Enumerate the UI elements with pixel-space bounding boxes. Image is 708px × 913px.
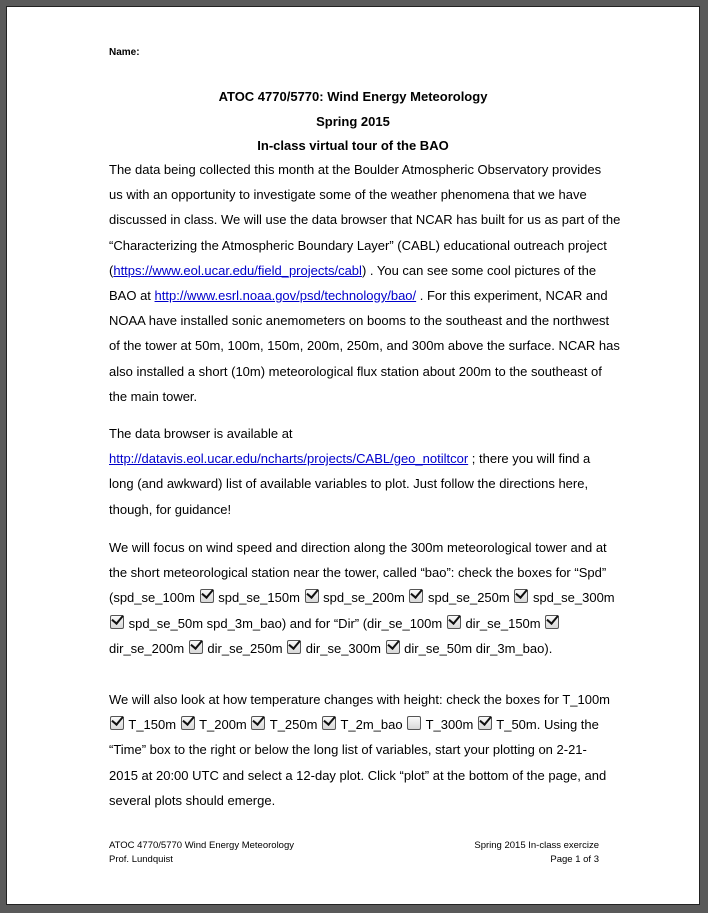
text-fragment: dir_se_200m (109, 640, 188, 656)
text-fragment: (spd_se_100m (109, 590, 199, 606)
checkbox-checked-icon (514, 589, 528, 603)
checkbox-checked-icon (189, 640, 203, 654)
text-fragment: ; there you will find a (468, 451, 591, 467)
text-fragment: T_250m (266, 717, 322, 733)
footer-term: Spring 2015 In-class exercize (474, 840, 599, 851)
text-fragment: dir_se_50m dir_3m_bao). (400, 640, 553, 656)
document-page (6, 6, 700, 905)
checkbox-checked-icon (181, 716, 195, 730)
text-line: the short meteorological station near the tower, called “bao”: check the boxes for “Spd” (109, 565, 607, 581)
text-line: of the tower at 50m, 100m, 150m, 200m, 250m, and 300m above the surface. NCAR has (109, 338, 620, 354)
bao-pictures-link[interactable]: http://www.esrl.noaa.gov/psd/technology/bao/ (154, 287, 417, 303)
checkbox-checked-icon (409, 589, 423, 603)
activity-title: In-class virtual tour of the BAO (257, 138, 449, 153)
checkbox-checked-icon (110, 615, 124, 629)
text-line: We will also look at how temperature changes with height: check the boxes for T_100m (109, 692, 611, 707)
intro-paragraph (109, 157, 621, 409)
checkbox-checked-icon (200, 589, 214, 603)
text-line: “Time” box to the right or below the long list of variables, start your plotting on 2-21- (109, 742, 587, 758)
text-fragment: T_50m. Using the (492, 717, 599, 733)
text-line (109, 611, 604, 636)
text-fragment: T_200m (195, 717, 251, 733)
checkbox-checked-icon (478, 716, 492, 730)
text-fragment: T_150m (125, 717, 180, 733)
text-fragment: spd_se_150m (214, 590, 304, 606)
browser-paragraph (109, 421, 604, 522)
text-fragment: spd_se_50m spd_3m_bao) and for “Dir” (dir_se_100m (125, 615, 446, 631)
text-line: We will focus on wind speed and direction along the 300m meteorological tower and at (109, 540, 607, 555)
cabl-project-link[interactable]: https://www.eol.ucar.edu/field_projects/cabl (113, 262, 362, 278)
text-fragment: T_2m_bao (337, 717, 407, 733)
checkbox-checked-icon (386, 640, 400, 654)
checkbox-unchecked-icon (407, 716, 421, 730)
text-line (109, 585, 615, 610)
footer-left (109, 839, 294, 867)
checkbox-checked-icon (545, 615, 559, 629)
text-fragment: ) . You can see some cool pictures of the (361, 262, 597, 278)
checkbox-checked-icon (251, 716, 265, 730)
text-fragment: dir_se_300m (302, 640, 385, 656)
data-browser-link[interactable]: http://datavis.eol.ucar.edu/ncharts/projects/CABL/geo_notiltcor (109, 451, 469, 467)
text-fragment: . For this experiment, NCAR and (416, 287, 608, 303)
text-line (109, 446, 604, 471)
text-line: several plots should emerge. (109, 792, 276, 808)
footer-course: ATOC 4770/5770 Wind Energy Meteorology (109, 840, 294, 851)
checkbox-checked-icon (322, 716, 336, 730)
course-title: ATOC 4770/5770: Wind Energy Meteorology (218, 89, 488, 104)
page-number: Page 1 of 3 (550, 854, 599, 865)
checkbox-checked-icon (305, 589, 319, 603)
text-line: discussed in class. We will use the data browser that NCAR has built for us as part of the (109, 212, 621, 228)
text-fragment: T_300m (422, 717, 477, 733)
text-line: long (and awkward) list of available variables to plot. Just follow the directions here, (109, 476, 589, 492)
text-line (109, 258, 604, 283)
temperature-paragraph (109, 687, 611, 813)
footer-instructor: Prof. Lundquist (109, 854, 173, 865)
text-fragment: BAO at (109, 287, 155, 303)
text-fragment: spd_se_200m (319, 590, 409, 606)
text-line: us with an opportunity to investigate some of the weather phenomena that we have (109, 187, 587, 203)
checkbox-checked-icon (447, 615, 461, 629)
text-fragment: ( (109, 262, 114, 278)
text-line (109, 712, 604, 737)
text-fragment: spd_se_300m (529, 590, 615, 606)
name-label: Name: (109, 47, 140, 58)
wind-paragraph (109, 535, 615, 661)
text-line (109, 283, 608, 308)
text-fragment: spd_se_250m (424, 590, 514, 606)
text-fragment: dir_se_250m (203, 640, 287, 656)
checkbox-checked-icon (287, 640, 301, 654)
term-title: Spring 2015 (316, 114, 390, 129)
text-line: “Characterizing the Atmospheric Boundary Layer” (CABL) educational outreach project (109, 237, 607, 253)
text-line: NOAA have installed sonic anemometers on booms to the southeast and the northwest (109, 313, 610, 329)
text-line: though, for guidance! (109, 501, 232, 517)
text-line: The data being collected this month at the Boulder Atmospheric Observatory provides (109, 162, 602, 177)
text-fragment: dir_se_150m (461, 615, 545, 631)
text-line: The data browser is available at (109, 426, 293, 441)
text-line (109, 636, 604, 661)
checkbox-checked-icon (110, 716, 124, 730)
footer-right (474, 839, 599, 867)
text-line: also installed a short (10m) meteorological flux station about 200m to the southeast of (109, 363, 602, 379)
text-line: 2015 at 20:00 UTC and select a 12-day plot. Click “plot” at the bottom of the page, and (109, 767, 607, 783)
text-line: the main tower. (109, 388, 198, 404)
